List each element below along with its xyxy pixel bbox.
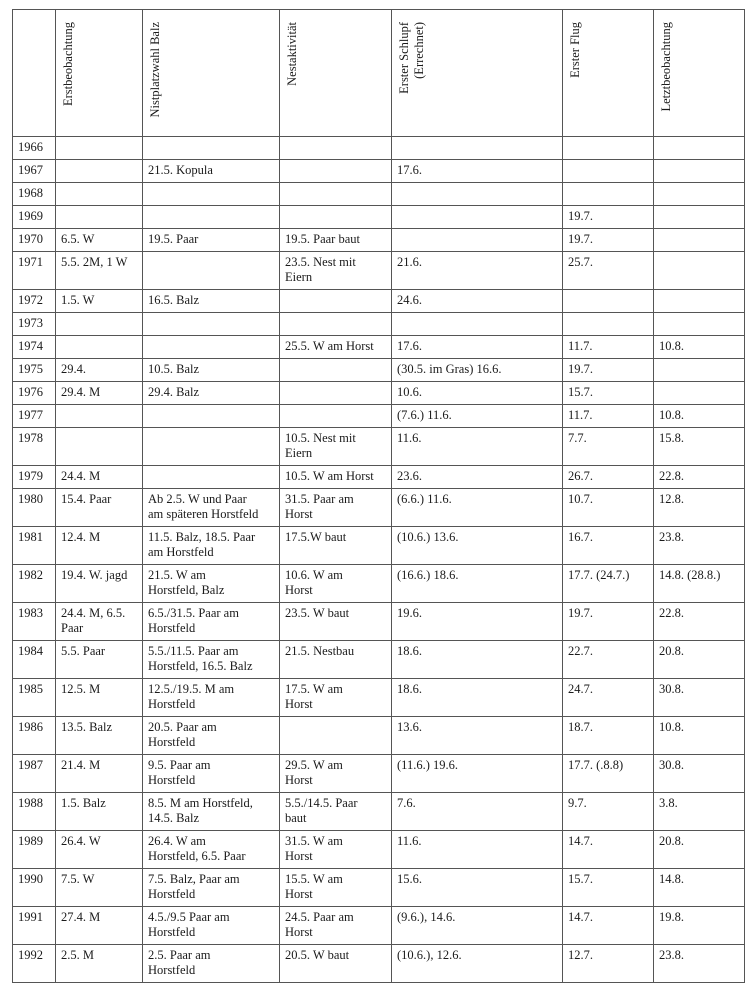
cell-letztbeobachtung: 22.8. — [654, 603, 745, 641]
cell-nistplatzwahl-balz: 21.5. Kopula — [143, 160, 280, 183]
cell-year: 1980 — [13, 489, 56, 527]
table-row — [13, 489, 745, 527]
cell-year: 1972 — [13, 290, 56, 313]
cell-letztbeobachtung: 14.8. (28.8.) — [654, 565, 745, 603]
cell-erster-flug: 9.7. — [563, 793, 654, 831]
cell-letztbeobachtung — [654, 160, 745, 183]
cell-erster-flug: 15.7. — [563, 382, 654, 405]
cell-year: 1979 — [13, 466, 56, 489]
cell-erster-schlupf: (9.6.), 14.6. — [392, 907, 563, 945]
cell-nistplatzwahl-balz — [143, 428, 280, 466]
cell-nestaktivitaet: 24.5. Paar am Horst — [280, 907, 392, 945]
cell-erstbeobachtung: 24.4. M — [56, 466, 143, 489]
cell-erstbeobachtung — [56, 336, 143, 359]
cell-erster-schlupf: 19.6. — [392, 603, 563, 641]
cell-erster-schlupf — [392, 313, 563, 336]
cell-nestaktivitaet — [280, 359, 392, 382]
cell-year: 1990 — [13, 869, 56, 907]
table-row — [13, 527, 745, 565]
cell-erster-schlupf: (11.6.) 19.6. — [392, 755, 563, 793]
cell-erster-schlupf: (10.6.), 12.6. — [392, 945, 563, 983]
cell-erstbeobachtung: 6.5. W — [56, 229, 143, 252]
cell-letztbeobachtung: 10.8. — [654, 336, 745, 359]
cell-year: 1984 — [13, 641, 56, 679]
cell-erster-flug: 14.7. — [563, 907, 654, 945]
cell-letztbeobachtung: 3.8. — [654, 793, 745, 831]
header-row — [13, 10, 745, 137]
cell-nestaktivitaet — [280, 137, 392, 160]
cell-erster-flug: 25.7. — [563, 252, 654, 290]
table-row — [13, 641, 745, 679]
header-letztbeobachtung: Letztbeobachtung — [654, 10, 745, 137]
cell-nistplatzwahl-balz: 16.5. Balz — [143, 290, 280, 313]
cell-nestaktivitaet — [280, 717, 392, 755]
cell-nistplatzwahl-balz — [143, 252, 280, 290]
table-row — [13, 945, 745, 983]
cell-nistplatzwahl-balz — [143, 466, 280, 489]
cell-letztbeobachtung — [654, 183, 745, 206]
cell-nestaktivitaet: 10.6. W am Horst — [280, 565, 392, 603]
cell-erster-flug: 10.7. — [563, 489, 654, 527]
cell-nistplatzwahl-balz: 6.5./31.5. Paar am Horstfeld — [143, 603, 280, 641]
table-row — [13, 290, 745, 313]
table-row — [13, 869, 745, 907]
cell-letztbeobachtung: 30.8. — [654, 679, 745, 717]
cell-nestaktivitaet: 17.5.W baut — [280, 527, 392, 565]
cell-erstbeobachtung: 27.4. M — [56, 907, 143, 945]
cell-year: 1974 — [13, 336, 56, 359]
cell-nistplatzwahl-balz — [143, 137, 280, 160]
cell-letztbeobachtung: 22.8. — [654, 466, 745, 489]
cell-year: 1978 — [13, 428, 56, 466]
cell-letztbeobachtung: 10.8. — [654, 405, 745, 428]
cell-nestaktivitaet: 21.5. Nestbau — [280, 641, 392, 679]
cell-erstbeobachtung: 19.4. W. jagd — [56, 565, 143, 603]
cell-letztbeobachtung: 14.8. — [654, 869, 745, 907]
cell-erstbeobachtung — [56, 313, 143, 336]
table-row — [13, 831, 745, 869]
cell-erster-flug: 12.7. — [563, 945, 654, 983]
cell-erster-flug: 19.7. — [563, 359, 654, 382]
cell-erstbeobachtung: 5.5. 2M, 1 W — [56, 252, 143, 290]
cell-letztbeobachtung: 30.8. — [654, 755, 745, 793]
cell-year: 1987 — [13, 755, 56, 793]
cell-nestaktivitaet — [280, 206, 392, 229]
cell-erstbeobachtung — [56, 428, 143, 466]
cell-erstbeobachtung: 5.5. Paar — [56, 641, 143, 679]
cell-erster-flug — [563, 137, 654, 160]
table-row — [13, 183, 745, 206]
cell-erster-flug: 14.7. — [563, 831, 654, 869]
table-row — [13, 137, 745, 160]
table-row — [13, 679, 745, 717]
cell-erstbeobachtung — [56, 137, 143, 160]
header-nistplatzwahl-balz: Nistplatzwahl Balz — [143, 10, 280, 137]
cell-erster-schlupf — [392, 137, 563, 160]
cell-year: 1973 — [13, 313, 56, 336]
table-row — [13, 907, 745, 945]
cell-letztbeobachtung — [654, 206, 745, 229]
cell-erster-flug — [563, 160, 654, 183]
cell-year: 1991 — [13, 907, 56, 945]
cell-erster-schlupf: 21.6. — [392, 252, 563, 290]
cell-erster-schlupf: (6.6.) 11.6. — [392, 489, 563, 527]
header-erster-flug: Erster Flug — [563, 10, 654, 137]
table-row — [13, 565, 745, 603]
cell-nistplatzwahl-balz: Ab 2.5. W und Paar am späteren Horstfeld — [143, 489, 280, 527]
cell-erster-schlupf: (7.6.) 11.6. — [392, 405, 563, 428]
cell-nestaktivitaet: 17.5. W am Horst — [280, 679, 392, 717]
cell-year: 1968 — [13, 183, 56, 206]
cell-letztbeobachtung: 23.8. — [654, 945, 745, 983]
cell-year: 1985 — [13, 679, 56, 717]
cell-letztbeobachtung — [654, 359, 745, 382]
cell-erstbeobachtung: 12.5. M — [56, 679, 143, 717]
cell-erstbeobachtung: 15.4. Paar — [56, 489, 143, 527]
cell-nestaktivitaet: 15.5. W am Horst — [280, 869, 392, 907]
cell-nistplatzwahl-balz: 4.5./9.5 Paar am Horstfeld — [143, 907, 280, 945]
cell-nistplatzwahl-balz: 20.5. Paar am Horstfeld — [143, 717, 280, 755]
cell-nestaktivitaet: 23.5. W baut — [280, 603, 392, 641]
table-row — [13, 313, 745, 336]
cell-erster-schlupf: 18.6. — [392, 641, 563, 679]
cell-erster-schlupf: 18.6. — [392, 679, 563, 717]
cell-nestaktivitaet: 25.5. W am Horst — [280, 336, 392, 359]
table-row — [13, 755, 745, 793]
cell-letztbeobachtung — [654, 382, 745, 405]
cell-erstbeobachtung: 1.5. W — [56, 290, 143, 313]
cell-erster-flug — [563, 183, 654, 206]
cell-nistplatzwahl-balz: 2.5. Paar am Horstfeld — [143, 945, 280, 983]
cell-erster-schlupf: 17.6. — [392, 160, 563, 183]
cell-year: 1986 — [13, 717, 56, 755]
table-row — [13, 359, 745, 382]
cell-erster-schlupf: 24.6. — [392, 290, 563, 313]
cell-erster-schlupf: 11.6. — [392, 428, 563, 466]
cell-erster-flug: 22.7. — [563, 641, 654, 679]
table-row — [13, 229, 745, 252]
cell-erster-schlupf: 15.6. — [392, 869, 563, 907]
cell-nestaktivitaet: 31.5. W am Horst — [280, 831, 392, 869]
cell-nistplatzwahl-balz — [143, 183, 280, 206]
cell-erstbeobachtung: 1.5. Balz — [56, 793, 143, 831]
header-erstbeobachtung: Erstbeobachtung — [56, 10, 143, 137]
cell-nestaktivitaet — [280, 382, 392, 405]
cell-letztbeobachtung: 20.8. — [654, 831, 745, 869]
cell-erstbeobachtung: 21.4. M — [56, 755, 143, 793]
cell-erster-flug: 19.7. — [563, 603, 654, 641]
cell-erstbeobachtung: 29.4. — [56, 359, 143, 382]
cell-erster-schlupf: 11.6. — [392, 831, 563, 869]
cell-erster-flug: 11.7. — [563, 336, 654, 359]
cell-nestaktivitaet — [280, 405, 392, 428]
cell-erstbeobachtung — [56, 206, 143, 229]
cell-year: 1982 — [13, 565, 56, 603]
cell-year: 1967 — [13, 160, 56, 183]
cell-year: 1983 — [13, 603, 56, 641]
cell-year: 1969 — [13, 206, 56, 229]
cell-nestaktivitaet: 19.5. Paar baut — [280, 229, 392, 252]
cell-nestaktivitaet — [280, 160, 392, 183]
cell-erster-schlupf: 13.6. — [392, 717, 563, 755]
cell-letztbeobachtung — [654, 252, 745, 290]
cell-erster-flug: 17.7. (24.7.) — [563, 565, 654, 603]
cell-nestaktivitaet: 5.5./14.5. Paar baut — [280, 793, 392, 831]
cell-erster-schlupf: 10.6. — [392, 382, 563, 405]
cell-erstbeobachtung: 29.4. M — [56, 382, 143, 405]
cell-nestaktivitaet: 23.5. Nest mit Eiern — [280, 252, 392, 290]
observation-table — [12, 9, 745, 983]
table-row — [13, 603, 745, 641]
cell-letztbeobachtung: 15.8. — [654, 428, 745, 466]
cell-erstbeobachtung: 26.4. W — [56, 831, 143, 869]
cell-nestaktivitaet — [280, 313, 392, 336]
cell-erster-schlupf — [392, 183, 563, 206]
cell-erstbeobachtung: 7.5. W — [56, 869, 143, 907]
cell-nistplatzwahl-balz — [143, 313, 280, 336]
cell-erstbeobachtung: 12.4. M — [56, 527, 143, 565]
cell-erstbeobachtung: 2.5. M — [56, 945, 143, 983]
cell-erster-schlupf: 17.6. — [392, 336, 563, 359]
cell-nistplatzwahl-balz: 11.5. Balz, 18.5. Paar am Horstfeld — [143, 527, 280, 565]
cell-nestaktivitaet — [280, 290, 392, 313]
table-row — [13, 428, 745, 466]
cell-erster-schlupf — [392, 229, 563, 252]
cell-erster-flug: 11.7. — [563, 405, 654, 428]
cell-year: 1988 — [13, 793, 56, 831]
cell-letztbeobachtung: 23.8. — [654, 527, 745, 565]
cell-nestaktivitaet: 10.5. W am Horst — [280, 466, 392, 489]
cell-nistplatzwahl-balz: 21.5. W am Horstfeld, Balz — [143, 565, 280, 603]
cell-erstbeobachtung: 13.5. Balz — [56, 717, 143, 755]
cell-erster-schlupf: (10.6.) 13.6. — [392, 527, 563, 565]
table-row — [13, 382, 745, 405]
header-year — [13, 10, 56, 137]
cell-nestaktivitaet: 31.5. Paar am Horst — [280, 489, 392, 527]
cell-year: 1971 — [13, 252, 56, 290]
cell-year: 1975 — [13, 359, 56, 382]
cell-erster-schlupf: 23.6. — [392, 466, 563, 489]
cell-erster-flug: 7.7. — [563, 428, 654, 466]
cell-letztbeobachtung — [654, 290, 745, 313]
table-row — [13, 336, 745, 359]
cell-letztbeobachtung — [654, 313, 745, 336]
cell-nistplatzwahl-balz: 26.4. W am Horstfeld, 6.5. Paar — [143, 831, 280, 869]
cell-year: 1977 — [13, 405, 56, 428]
table-row — [13, 466, 745, 489]
cell-letztbeobachtung — [654, 229, 745, 252]
cell-letztbeobachtung: 10.8. — [654, 717, 745, 755]
table-row — [13, 252, 745, 290]
cell-year: 1989 — [13, 831, 56, 869]
cell-erster-flug — [563, 313, 654, 336]
cell-year: 1992 — [13, 945, 56, 983]
cell-year: 1976 — [13, 382, 56, 405]
cell-year: 1970 — [13, 229, 56, 252]
cell-erster-flug: 19.7. — [563, 229, 654, 252]
cell-erstbeobachtung — [56, 405, 143, 428]
cell-nistplatzwahl-balz: 5.5./11.5. Paar am Horstfeld, 16.5. Balz — [143, 641, 280, 679]
cell-erster-flug: 17.7. (.8.8) — [563, 755, 654, 793]
cell-erster-schlupf — [392, 206, 563, 229]
cell-erster-schlupf: 7.6. — [392, 793, 563, 831]
cell-erster-flug: 24.7. — [563, 679, 654, 717]
table-row — [13, 206, 745, 229]
table-body — [13, 137, 745, 983]
cell-letztbeobachtung — [654, 137, 745, 160]
cell-nistplatzwahl-balz — [143, 206, 280, 229]
cell-nistplatzwahl-balz: 29.4. Balz — [143, 382, 280, 405]
cell-erster-flug: 18.7. — [563, 717, 654, 755]
cell-erster-flug: 15.7. — [563, 869, 654, 907]
cell-letztbeobachtung: 12.8. — [654, 489, 745, 527]
cell-nistplatzwahl-balz: 9.5. Paar am Horstfeld — [143, 755, 280, 793]
cell-erstbeobachtung — [56, 183, 143, 206]
table-row — [13, 717, 745, 755]
cell-erster-flug — [563, 290, 654, 313]
header-erster-schlupf: Erster Schlupf (Errechnet) — [392, 10, 563, 137]
cell-erster-schlupf: (30.5. im Gras) 16.6. — [392, 359, 563, 382]
cell-year: 1966 — [13, 137, 56, 160]
cell-erster-flug: 26.7. — [563, 466, 654, 489]
cell-letztbeobachtung: 19.8. — [654, 907, 745, 945]
cell-letztbeobachtung: 20.8. — [654, 641, 745, 679]
cell-nistplatzwahl-balz: 10.5. Balz — [143, 359, 280, 382]
table-row — [13, 793, 745, 831]
cell-year: 1981 — [13, 527, 56, 565]
cell-nistplatzwahl-balz: 19.5. Paar — [143, 229, 280, 252]
cell-nestaktivitaet: 29.5. W am Horst — [280, 755, 392, 793]
cell-nestaktivitaet — [280, 183, 392, 206]
header-nestaktivitaet: Nestaktivität — [280, 10, 392, 137]
cell-erstbeobachtung — [56, 160, 143, 183]
cell-nistplatzwahl-balz — [143, 336, 280, 359]
table-row — [13, 405, 745, 428]
cell-nistplatzwahl-balz: 7.5. Balz, Paar am Horstfeld — [143, 869, 280, 907]
cell-erstbeobachtung: 24.4. M, 6.5. Paar — [56, 603, 143, 641]
cell-nistplatzwahl-balz: 8.5. M am Horstfeld, 14.5. Balz — [143, 793, 280, 831]
cell-nistplatzwahl-balz: 12.5./19.5. M am Horstfeld — [143, 679, 280, 717]
cell-nestaktivitaet: 20.5. W baut — [280, 945, 392, 983]
table-row — [13, 160, 745, 183]
cell-erster-flug: 16.7. — [563, 527, 654, 565]
cell-erster-schlupf: (16.6.) 18.6. — [392, 565, 563, 603]
cell-nestaktivitaet: 10.5. Nest mit Eiern — [280, 428, 392, 466]
cell-nistplatzwahl-balz — [143, 405, 280, 428]
cell-erster-flug: 19.7. — [563, 206, 654, 229]
